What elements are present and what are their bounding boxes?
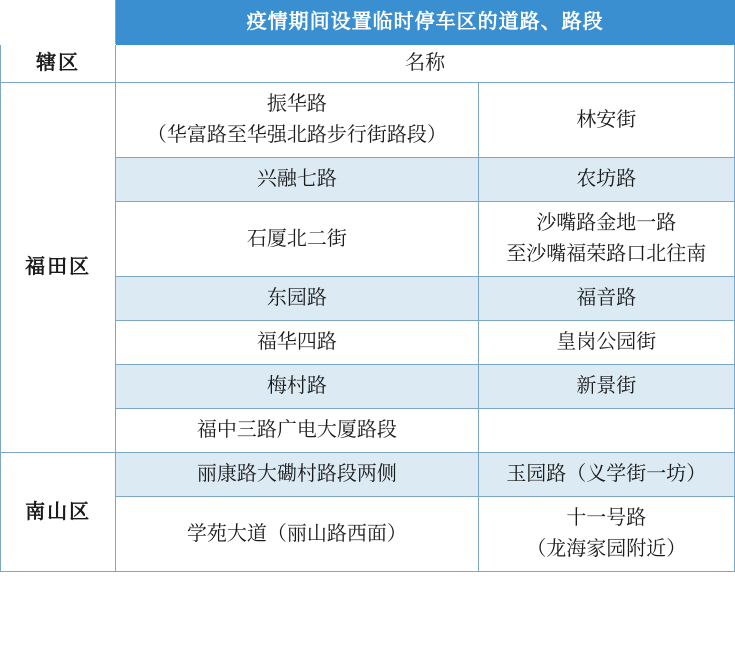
road-name-cell: 皇岗公园街 [478, 321, 734, 365]
road-name-line: （龙海家园附近） [526, 538, 687, 560]
road-name-cell-empty [478, 409, 734, 453]
title-spacer-cell [1, 1, 116, 45]
road-name-cell: 梅村路 [116, 365, 478, 409]
road-name-cell [478, 497, 734, 572]
table-row [1, 453, 735, 497]
road-name-cell: 学苑大道（丽山路西面） [116, 497, 478, 572]
road-name-line: 十一号路 [566, 507, 647, 529]
road-name-line: 沙嘴路金地一路 [536, 212, 677, 234]
road-name-cell [116, 83, 478, 158]
column-header-name: 名称 [116, 45, 735, 83]
document-title: 疫情期间设置临时停车区的道路、路段 [116, 1, 735, 45]
district-cell-futian: 福田区 [1, 83, 116, 453]
table-row [1, 83, 735, 158]
road-name-cell: 丽康路大磡村路段两侧 [116, 453, 478, 497]
table-title-row [1, 1, 735, 45]
district-cell-nanshan: 南山区 [1, 453, 116, 572]
road-name-line: 振华路 [266, 93, 327, 115]
road-name-cell: 东园路 [116, 277, 478, 321]
road-name-line: （华富路至华强北路步行街路段） [146, 124, 447, 146]
road-name-cell: 林安街 [478, 83, 734, 158]
road-name-cell: 福中三路广电大厦路段 [116, 409, 478, 453]
road-name-cell: 玉园路（义学街一坊） [478, 453, 734, 497]
road-name-cell: 兴融七路 [116, 158, 478, 202]
road-name-cell: 新景街 [478, 365, 734, 409]
column-header-district: 辖区 [1, 45, 116, 83]
road-name-cell [478, 202, 734, 277]
road-name-cell: 农坊路 [478, 158, 734, 202]
road-name-cell: 石厦北二街 [116, 202, 478, 277]
road-name-line: 至沙嘴福荣路口北往南 [506, 243, 707, 265]
table-header-row [1, 45, 735, 83]
road-name-cell: 福音路 [478, 277, 734, 321]
road-name-cell: 福华四路 [116, 321, 478, 365]
